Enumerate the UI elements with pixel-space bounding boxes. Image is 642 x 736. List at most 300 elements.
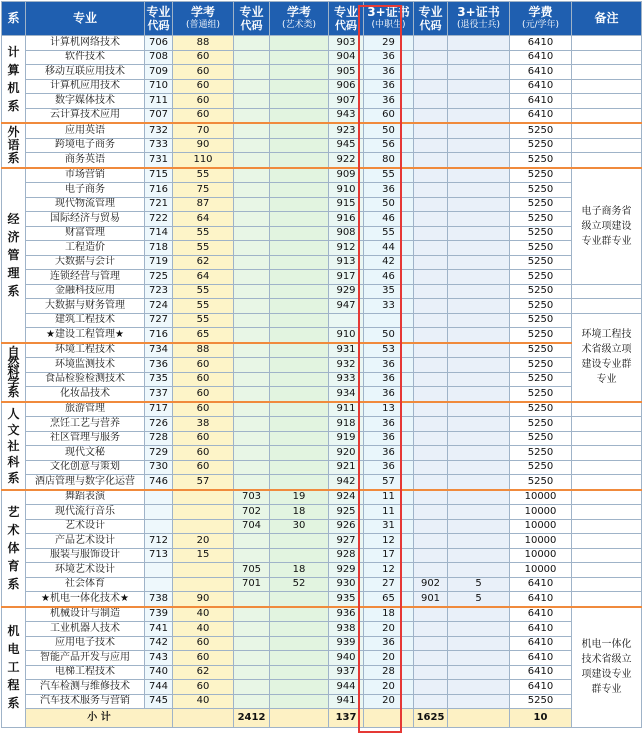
sec-code-cell: 939 [329,636,364,651]
table-row [2,592,642,607]
fee-cell: 5250 [510,270,572,285]
art-score-cell [270,402,329,417]
code-cell: 733 [145,138,173,153]
header-vet-code-line2: 代码 [419,18,442,32]
note-cell-empty [572,153,642,168]
header-vet-cert-line1: 3+证书 [457,4,500,19]
cert-cell: 36 [364,417,414,432]
score-cell: 60 [173,358,234,373]
total-row [2,709,642,728]
art-code-cell: 704 [234,519,270,534]
note-cell-empty [572,284,642,299]
table-row [2,212,642,227]
fee-cell: 5250 [510,168,572,183]
vet-code-cell [414,460,448,475]
art-code-cell [234,108,270,123]
code-cell: 730 [145,460,173,475]
code-cell: 745 [145,694,173,709]
fee-cell: 6410 [510,65,572,80]
fee-cell: 6410 [510,651,572,666]
major-cell: 大数据与会计 [26,255,145,270]
sec-code-cell: 934 [329,387,364,402]
table-row [2,328,642,343]
art-score-cell [270,607,329,622]
vet-cert-cell [448,108,510,123]
vet-code-cell [414,255,448,270]
vet-cert-cell [448,313,510,328]
art-code-cell [234,460,270,475]
vet-cert-cell [448,36,510,51]
art-score-cell [270,284,329,299]
code-cell: 725 [145,270,173,285]
major-cell: ★建设工程管理★ [26,328,145,343]
cert-cell: 20 [364,622,414,637]
cert-cell: 20 [364,680,414,695]
major-cell: 现代流行音乐 [26,505,145,520]
art-code-cell [234,534,270,549]
score-cell: 55 [173,284,234,299]
art-code-cell [234,255,270,270]
cert-cell: 44 [364,241,414,256]
note-cell: 电子商务省级立项建设专业群专业 [572,168,642,285]
total-code-empty [173,709,234,728]
score-cell: 64 [173,212,234,227]
code-cell: 717 [145,402,173,417]
vet-code-cell [414,197,448,212]
fee-cell: 5250 [510,372,572,387]
art-score-cell [270,592,329,607]
major-cell: 产品艺术设计 [26,534,145,549]
code-cell: 737 [145,387,173,402]
code-cell: 724 [145,299,173,314]
fee-cell: 5250 [510,694,572,709]
major-cell: 化妆品技术 [26,387,145,402]
vet-cert-cell [448,622,510,637]
code-cell: 731 [145,153,173,168]
vet-code-cell [414,50,448,65]
sec-code-cell: 906 [329,79,364,94]
table-row [2,431,642,446]
vet-code-cell: 901 [414,592,448,607]
code-cell: 739 [145,607,173,622]
sec-code-cell: 903 [329,36,364,51]
major-cell: 社区管理与服务 [26,431,145,446]
vet-cert-cell [448,255,510,270]
major-cell: 旅游管理 [26,402,145,417]
art-code-cell [234,651,270,666]
sec-code-cell: 924 [329,490,364,505]
art-score-cell [270,183,329,198]
vet-code-cell [414,505,448,520]
table-row [2,138,642,153]
cert-cell: 55 [364,226,414,241]
header-art-code-line1: 专业 [239,4,264,19]
art-score-cell [270,431,329,446]
code-cell: 729 [145,446,173,461]
code-cell [145,505,173,520]
code-cell: 735 [145,372,173,387]
table-row [2,694,642,709]
major-cell: 商务英语 [26,153,145,168]
vet-cert-cell [448,548,510,563]
art-score-cell [270,460,329,475]
score-cell: 90 [173,138,234,153]
table-row [2,577,642,592]
art-code-cell [234,343,270,358]
art-score-cell [270,94,329,109]
note-cell-empty [572,505,642,520]
fee-cell: 5250 [510,183,572,198]
sec-code-cell: 918 [329,417,364,432]
vet-code-cell [414,402,448,417]
note-cell-empty [572,94,642,109]
major-cell: 现代物流管理 [26,197,145,212]
cert-cell: 80 [364,153,414,168]
art-code-cell [234,592,270,607]
fee-cell: 6410 [510,622,572,637]
header-art-score-line1: 学考 [286,4,311,19]
note-cell-empty [572,592,642,607]
vet-code-cell [414,563,448,578]
vet-code-cell [414,446,448,461]
vet-cert-cell [448,153,510,168]
code-cell: 728 [145,431,173,446]
cert-cell: 36 [364,65,414,80]
total-art-code-empty [270,709,329,728]
fee-cell: 6410 [510,592,572,607]
major-cell: 大数据与财务管理 [26,299,145,314]
vet-code-cell: 902 [414,577,448,592]
table-row [2,255,642,270]
cert-cell: 29 [364,36,414,51]
score-cell: 64 [173,270,234,285]
total-score: 2412 [234,709,270,728]
table-row [2,636,642,651]
art-code-cell [234,313,270,328]
vet-cert-cell [448,490,510,505]
header-sec-code [329,2,364,36]
major-cell: 智能产品开发与应用 [26,651,145,666]
cert-cell: 50 [364,123,414,138]
code-cell: 727 [145,313,173,328]
note-cell-empty [572,299,642,314]
art-score-cell [270,343,329,358]
art-score-cell: 52 [270,577,329,592]
art-score-cell [270,65,329,80]
header-sec-code-line1: 专业 [333,4,358,19]
cert-cell: 36 [364,372,414,387]
fee-cell: 10000 [510,563,572,578]
sec-code-cell: 941 [329,694,364,709]
code-cell: 746 [145,475,173,490]
table-row [2,65,642,80]
art-code-cell [234,387,270,402]
art-code-cell [234,138,270,153]
fee-cell: 6410 [510,36,572,51]
sec-code-cell: 930 [329,577,364,592]
major-cell: 机械设计与制造 [26,607,145,622]
vet-code-cell [414,153,448,168]
art-code-cell [234,431,270,446]
score-cell: 60 [173,65,234,80]
major-cell: 汽车检测与维修技术 [26,680,145,695]
major-cell: 数字媒体技术 [26,94,145,109]
table-row [2,680,642,695]
vet-code-cell [414,65,448,80]
sec-code-cell: 905 [329,65,364,80]
art-score-cell [270,446,329,461]
art-code-cell [234,665,270,680]
major-cell: 电子商务 [26,183,145,198]
code-cell [145,563,173,578]
vet-cert-cell [448,358,510,373]
score-cell: 62 [173,665,234,680]
table-row [2,622,642,637]
art-code-cell [234,241,270,256]
fee-cell: 6410 [510,577,572,592]
score-cell [173,577,234,592]
department-cell: 人文社科系 [2,402,26,490]
sec-code-cell: 923 [329,123,364,138]
score-cell: 70 [173,123,234,138]
note-cell-empty [572,50,642,65]
code-cell: 708 [145,50,173,65]
art-code-cell [234,153,270,168]
score-cell: 15 [173,548,234,563]
sec-code-cell: 904 [329,50,364,65]
fee-cell: 5250 [510,153,572,168]
vet-code-cell [414,94,448,109]
note-cell-empty [572,402,642,417]
art-score-cell: 18 [270,563,329,578]
vet-code-cell [414,108,448,123]
art-score-cell [270,123,329,138]
vet-cert-cell [448,519,510,534]
note-cell-empty [572,108,642,123]
art-score-cell [270,694,329,709]
art-score-cell [270,153,329,168]
art-code-cell [234,79,270,94]
art-score-cell [270,651,329,666]
table-row [2,651,642,666]
vet-cert-cell [448,284,510,299]
code-cell [145,577,173,592]
fee-cell: 5250 [510,138,572,153]
cert-cell: 36 [364,50,414,65]
header-sec-code-line2: 代码 [335,18,357,32]
vet-cert-cell [448,387,510,402]
art-code-cell: 703 [234,490,270,505]
vet-code-cell [414,79,448,94]
score-cell: 60 [173,108,234,123]
table-row [2,402,642,417]
sec-code-cell: 937 [329,665,364,680]
major-cell: 环境监测技术 [26,358,145,373]
art-score-cell [270,534,329,549]
header-code [145,2,173,36]
note-cell-empty [572,563,642,578]
cert-cell: 53 [364,343,414,358]
cert-cell: 36 [364,431,414,446]
fee-cell: 5250 [510,475,572,490]
table-row [2,505,642,520]
header-art-code-line2: 代码 [240,18,263,32]
vet-code-cell [414,680,448,695]
art-code-cell [234,475,270,490]
sec-code-cell: 943 [329,108,364,123]
code-cell: 718 [145,241,173,256]
cert-cell: 60 [364,108,414,123]
cert-cell: 36 [364,387,414,402]
table-row [2,490,642,505]
cert-cell: 12 [364,534,414,549]
table-row [2,270,642,285]
vet-code-cell [414,358,448,373]
code-cell: 714 [145,226,173,241]
note-cell: 环境工程技术省级立项建设专业群专业 [572,313,642,402]
vet-code-cell [414,328,448,343]
major-cell: 电梯工程技术 [26,665,145,680]
art-score-cell [270,226,329,241]
vet-cert-cell [448,50,510,65]
table-row [2,153,642,168]
code-cell: 715 [145,168,173,183]
fee-cell: 10000 [510,519,572,534]
art-code-cell [234,636,270,651]
major-cell: 市场营销 [26,168,145,183]
cert-cell [364,313,414,328]
sec-code-cell: 909 [329,168,364,183]
cert-cell: 46 [364,270,414,285]
sec-code-cell: 912 [329,241,364,256]
vet-cert-cell [448,226,510,241]
vet-cert-cell [448,607,510,622]
total-art-score: 137 [329,709,364,728]
score-cell: 88 [173,343,234,358]
score-cell: 60 [173,431,234,446]
fee-cell: 5250 [510,226,572,241]
sec-code-cell: 938 [329,622,364,637]
art-code-cell [234,94,270,109]
art-score-cell: 18 [270,505,329,520]
score-cell: 60 [173,94,234,109]
vet-cert-cell [448,636,510,651]
fee-cell: 10000 [510,548,572,563]
sec-code-cell: 910 [329,183,364,198]
cert-cell: 50 [364,328,414,343]
vet-code-cell [414,548,448,563]
vet-code-cell [414,490,448,505]
header-note: 备注 [572,2,642,36]
vet-cert-cell [448,694,510,709]
vet-cert-cell [448,212,510,227]
score-cell: 60 [173,446,234,461]
fee-cell: 5250 [510,284,572,299]
vet-code-cell [414,226,448,241]
table-row [2,548,642,563]
cert-cell: 12 [364,563,414,578]
total-sec-code-empty [364,709,414,728]
note-cell-empty [572,548,642,563]
sec-code-cell: 925 [329,505,364,520]
code-cell: 743 [145,651,173,666]
art-code-cell [234,284,270,299]
vet-code-cell [414,299,448,314]
vet-cert-cell [448,505,510,520]
note-cell-empty [572,36,642,51]
fee-cell: 5250 [510,343,572,358]
fee-cell: 5250 [510,123,572,138]
code-cell: 732 [145,123,173,138]
code-cell: 738 [145,592,173,607]
table-row [2,226,642,241]
fee-cell: 5250 [510,446,572,461]
vet-cert-cell [448,343,510,358]
fee-cell: 10000 [510,490,572,505]
vet-code-cell [414,372,448,387]
vet-cert-cell [448,94,510,109]
fee-cell: 5250 [510,299,572,314]
major-cell: 财富管理 [26,226,145,241]
vet-code-cell [414,138,448,153]
cert-cell: 36 [364,636,414,651]
header-art-score-line2: (艺术类) [281,19,317,30]
fee-cell: 5250 [510,358,572,373]
cert-cell: 17 [364,548,414,563]
code-cell: 713 [145,548,173,563]
sec-code-cell: 940 [329,651,364,666]
header-cert-line1: 3+证书 [367,4,410,19]
major-cell: 移动互联应用技术 [26,65,145,80]
score-cell: 40 [173,622,234,637]
code-cell: 716 [145,328,173,343]
cert-cell: 36 [364,94,414,109]
note-cell-empty [572,123,642,138]
art-code-cell [234,212,270,227]
vet-code-cell [414,431,448,446]
vet-code-cell [414,636,448,651]
art-code-cell [234,622,270,637]
score-cell: 60 [173,651,234,666]
sec-code-cell: 908 [329,226,364,241]
art-code-cell [234,680,270,695]
header-fee-line2: (元/学年) [521,19,560,30]
vet-cert-cell [448,197,510,212]
score-cell: 40 [173,694,234,709]
vet-cert-cell [448,183,510,198]
table-row [2,36,642,51]
header-vet-code [414,2,448,36]
fee-cell: 6410 [510,680,572,695]
table-row [2,183,642,198]
major-cell: 食品检验检测技术 [26,372,145,387]
table-row [2,313,642,328]
art-score-cell [270,138,329,153]
score-cell: 60 [173,680,234,695]
art-code-cell [234,358,270,373]
header-code-line1: 专业 [146,4,171,19]
vet-cert-cell: 5 [448,577,510,592]
code-cell: 722 [145,212,173,227]
art-score-cell [270,197,329,212]
table-row [2,241,642,256]
code-cell: 709 [145,65,173,80]
score-cell: 60 [173,636,234,651]
header-code-line2: 代码 [147,18,170,32]
department-cell: 自然科学系 [2,343,26,402]
table-row [2,519,642,534]
table-row [2,372,642,387]
